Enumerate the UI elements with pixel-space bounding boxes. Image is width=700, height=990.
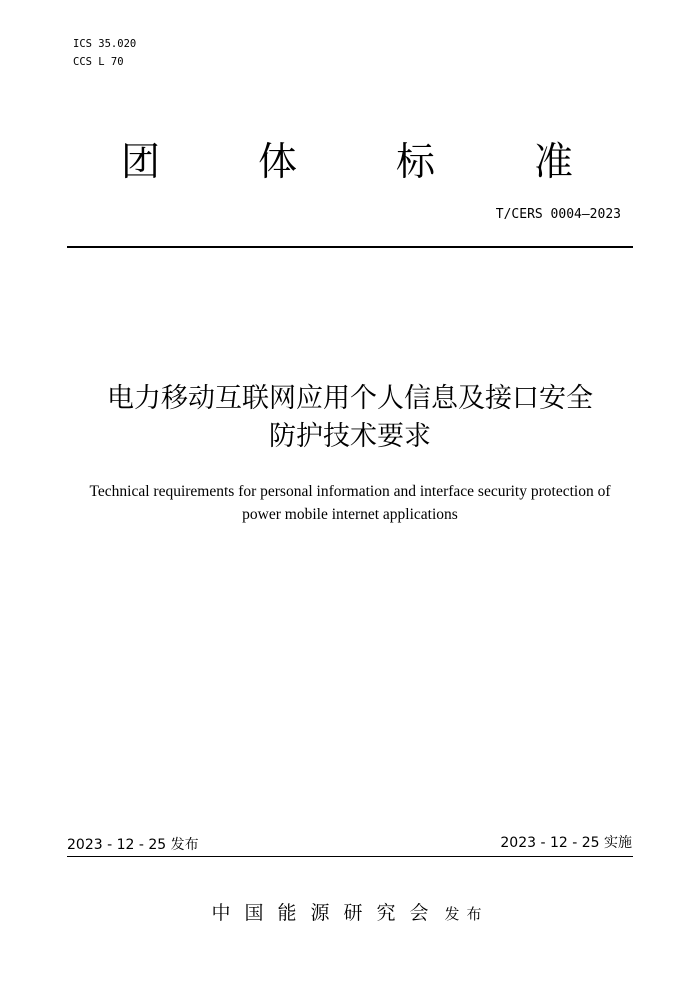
standard-type-char: 团 [121,140,161,185]
classification-codes [73,35,136,71]
implementation-date: 2023 - 12 - 25 实施 [500,835,632,851]
chinese-title-line: 防护技术要求 [269,421,431,452]
bottom-divider [67,856,633,857]
ics-code: ICS 35.020 [73,38,137,50]
publisher-line [0,898,700,928]
chinese-title-line: 电力移动互联网应用个人信息及接口安全 [107,383,593,414]
english-title-line: Technical requirements for personal information and interface security protection of [89,483,611,500]
english-title [50,480,650,526]
standard-number: T/CERS 0004—2023 [495,207,621,222]
issue-date: 2023 - 12 - 25 发布 [67,837,199,853]
english-title-line: power mobile internet applications [242,506,458,523]
ccs-code: CCS L 70 [73,56,124,68]
top-divider [67,246,633,248]
publisher-action: 发布 [444,905,489,923]
standard-type-char: 标 [396,140,436,185]
standard-type-char: 体 [258,140,298,185]
publisher-organization: 中国能源研究会 [211,902,443,924]
standard-type-char: 准 [534,140,574,185]
standard-type-heading [0,138,700,188]
chinese-title [40,380,660,456]
